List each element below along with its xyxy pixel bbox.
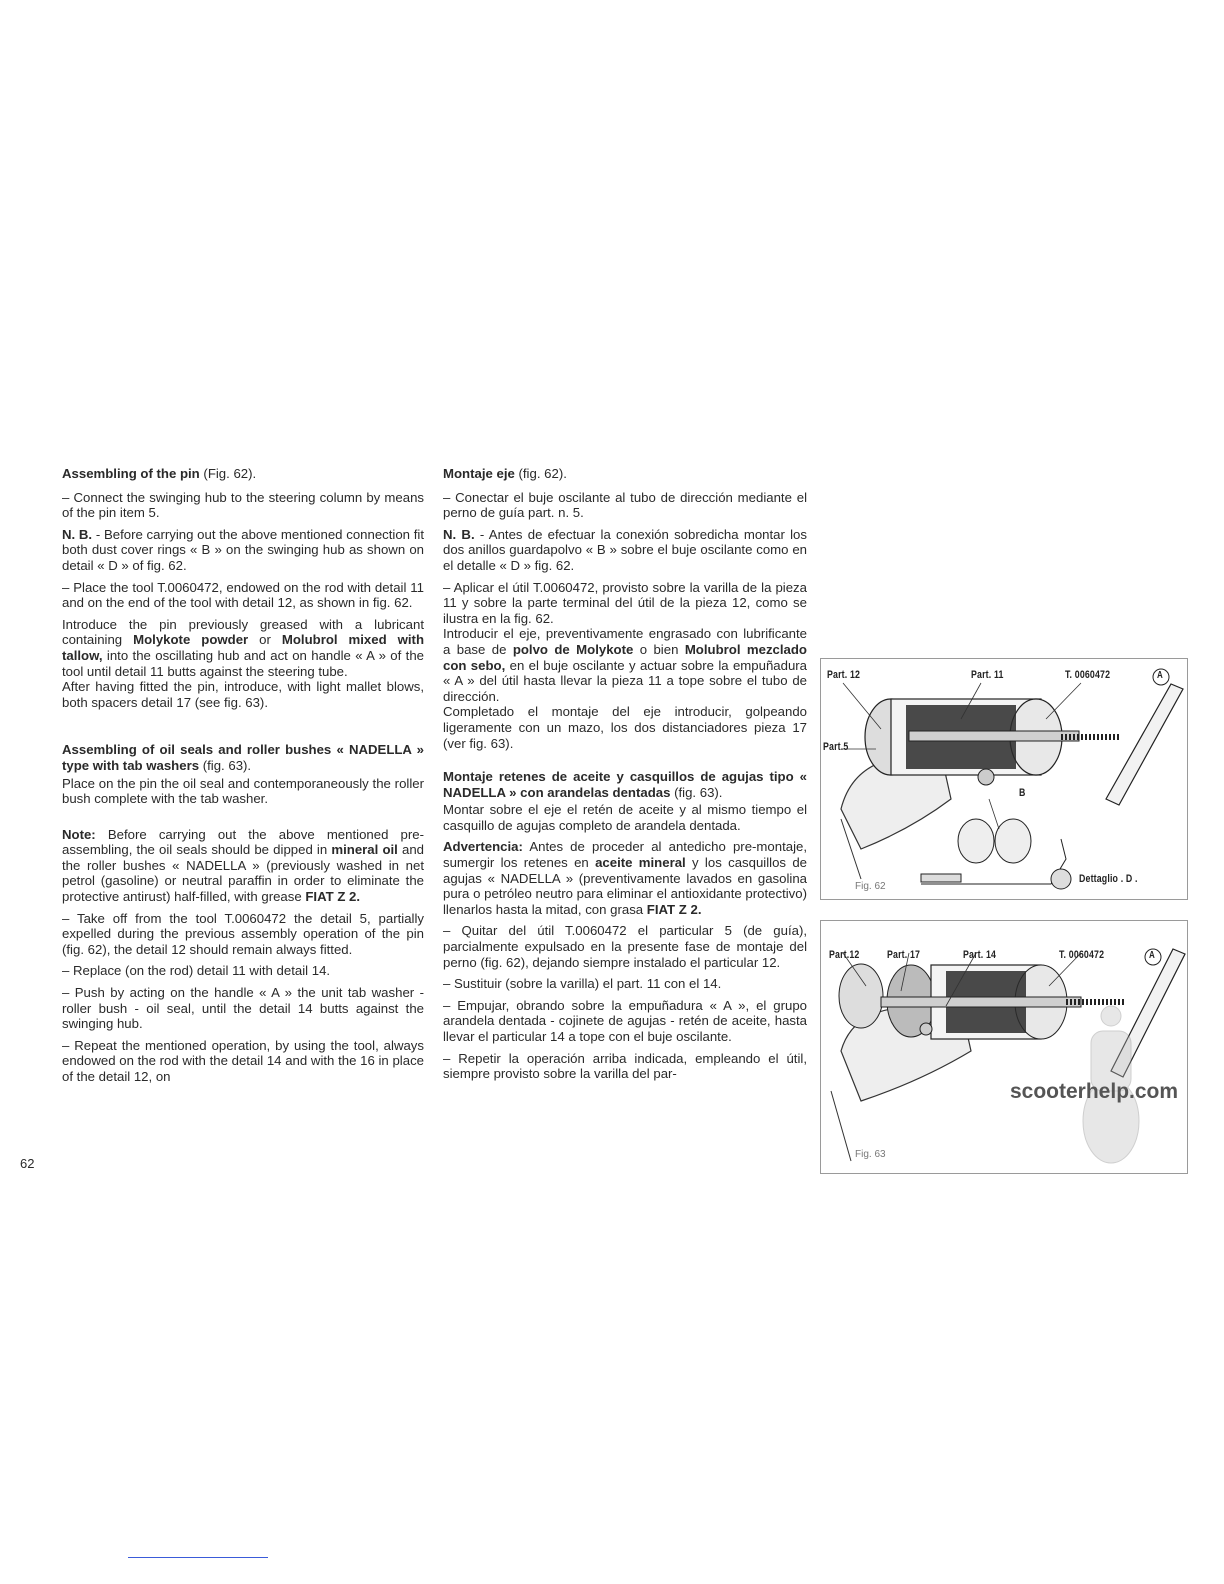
- label-b: B: [1019, 787, 1026, 799]
- section-heading-montaje-eje: Montaje eje (fig. 62).: [443, 466, 567, 481]
- label-tool-number: T. 0060472: [1065, 669, 1111, 681]
- paragraph: – Repeat the mentioned operation, by using the tool, always endowed on the rod with the detail 14 and with the 16 in place of the detail 12, on: [62, 1037, 424, 1084]
- section-heading-pin-assembly: Assembling of the pin (Fig. 62).: [62, 466, 257, 481]
- paragraph: Note: Before carrying out the above mentioned pre-assembling, the oil seals should be dipped in mineral oil and the roller bushes « NADELLA » (previously washed in net petrol (gasoline) or neutral paraffin in order to eliminate the protective antirust) half-filled, with grease FIAT Z 2.: [62, 826, 425, 905]
- figure-62: [820, 658, 1188, 900]
- label-part-11: Part. 11: [971, 669, 1004, 681]
- paragraph: N. B. - Antes de efectuar la conexión sobredicha montar los dos anillos guardapolvo « B » sobre el buje oscilante como en el detalle « D » fig. 62.: [443, 526, 807, 573]
- paragraph: N. B. - Before carrying out the above mentioned connection fit both dust cover rings « B » on the swinging hub as shown on detail « D » of fig. 62.: [62, 526, 424, 573]
- paragraph: Completado el montaje del eje introducir, golpeando ligeramente con un mazo, los dos distanciadores pieza 17 (ver fig. 63).: [443, 704, 807, 751]
- label-part-5: Part.5: [823, 741, 849, 753]
- label-part-14: Part. 14: [963, 949, 997, 961]
- paragraph: – Conectar el buje oscilante al tubo de dirección mediante el perno de guía part. n. 5.: [443, 489, 807, 521]
- paragraph: – Repetir la operación arriba indicada, empleando el útil, siempre provisto sobre la varilla del par-: [443, 1050, 807, 1082]
- paragraph: – Replace (on the rod) detail 11 with detail 14.: [62, 963, 331, 979]
- label-part-17: Part. 17: [887, 949, 921, 961]
- paragraph: – Sustituir (sobre la varilla) el part. 11 con el 14.: [443, 976, 722, 992]
- figure-caption: Fig. 62: [855, 881, 886, 892]
- paragraph: – Empujar, obrando sobre la empuñadura « A », el grupo arandela dentada - cojinete de agujas - retén de aceite, hasta llevar el particular 14 a tope con el buje oscilante.: [443, 997, 807, 1044]
- label-part-12: Part.12: [829, 949, 860, 961]
- footnote-divider: [128, 1557, 268, 1558]
- paragraph: Montar sobre el eje el retén de aceite y al mismo tiempo el casquillo de agujas completo de arandela dentada.: [443, 802, 807, 833]
- paragraph: After having fitted the pin, introduce, with light mallet blows, both spacers detail 17 (see fig. 63).: [62, 679, 424, 710]
- paragraph: – Aplicar el útil T.0060472, provisto sobre la varilla de la pieza 11 y sobre la parte terminal del útil de la pieza 12, como se ilustra en la fig. 62.: [443, 579, 807, 626]
- section-heading-montaje-retenes: Montaje retenes de aceite y casquillos de agujas tipo « NADELLA » con arandelas dentadas (fig. 63).: [443, 769, 807, 800]
- label-a: A: [1149, 950, 1155, 961]
- section-heading-oil-seals: Assembling of oil seals and roller bushes « NADELLA » type with tab washers (fig. 63).: [62, 742, 424, 773]
- spanish-column: [443, 466, 807, 1088]
- figure-63: [820, 920, 1188, 1174]
- paragraph: – Place the tool T.0060472, endowed on the rod with detail 11 and on the end of the tool with detail 12, as shown in fig. 62.: [62, 579, 424, 611]
- page-number: 62: [20, 1156, 35, 1171]
- paragraph: Advertencia: Antes de proceder al antedicho pre-montaje, sumergir los retenes en aceite mineral y los casquillos de agujas « NADELLA » (preventivamente lavados en gasolina pura o petróleo neutro para eliminar el antioxidante protectivo) llenarlos hasta la mitad, con grasa FIAT Z 2.: [443, 839, 807, 917]
- paragraph: Introducir el eje, preventivamente engrasado con lubrificante a base de polvo de Molykote o bien Molubrol mezclado con sebo, en el buje oscilante y actuar sobre la empuñadura « A » del útil hasta llevar la pieza 11 a tope sobre el tubo de dirección.: [443, 626, 808, 704]
- paragraph: – Connect the swinging hub to the steering column by means of the pin item 5.: [62, 489, 424, 521]
- paragraph: Place on the pin the oil seal and contemporaneously the roller bush complete with the tab washer.: [62, 775, 424, 807]
- paragraph: – Take off from the tool T.0060472 the detail 5, partially expelled during the previous assembly operation of the pin (fig. 62), the detail 12 should remain always fitted.: [62, 910, 424, 957]
- label-detail-d: Dettaglio . D .: [1079, 873, 1138, 885]
- paragraph: – Quitar del útil T.0060472 el particular 5 (de guía), parcialmente expulsado en la presente fase de montaje del perno (fig. 62), dejando siempre instalado el particular 12.: [443, 923, 807, 970]
- figure-63-illustration: [821, 921, 1187, 1173]
- watermark-text: scooterhelp.com: [1010, 1080, 1179, 1103]
- label-a: A: [1157, 670, 1163, 681]
- figure-62-illustration: [821, 659, 1187, 899]
- paragraph: – Push by acting on the handle « A » the unit tab washer - roller bush - oil seal, until the detail 14 butts against the swinging hub.: [62, 985, 424, 1032]
- english-column: [62, 466, 424, 1091]
- label-part-12: Part. 12: [827, 669, 861, 681]
- paragraph: Introduce the pin previously greased with a lubricant containing Molykote powder or Molubrol mixed with tallow, into the oscillating hub and act on handle « A » of the tool until detail 11 butts against the steering tube.: [62, 616, 424, 679]
- figure-caption: Fig. 63: [855, 1149, 886, 1160]
- label-tool-number: T. 0060472: [1059, 949, 1105, 961]
